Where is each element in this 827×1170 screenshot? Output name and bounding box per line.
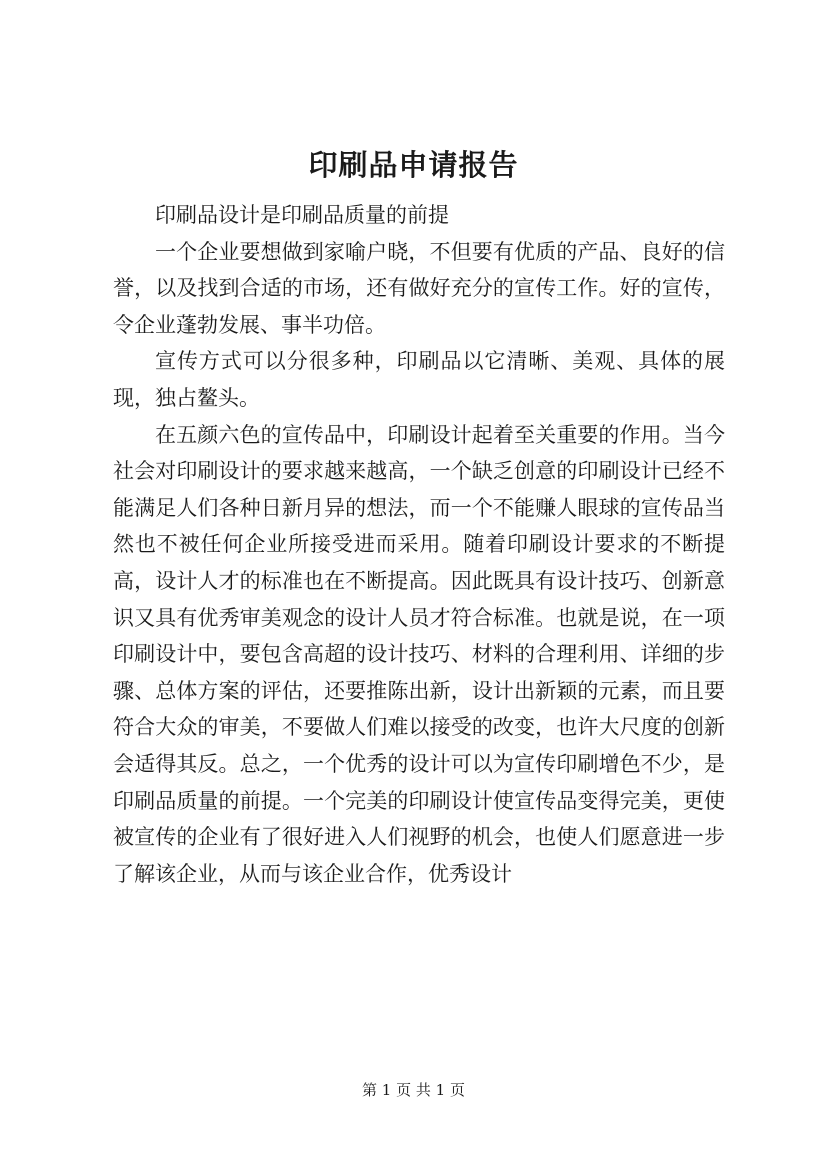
paragraph: 在五颜六色的宣传品中，印刷设计起着至关重要的作用。当今社会对印刷设计的要求越来越高，一个缺乏创意的印刷设计已经不能满足人们各种日新月异的想法，而一个不能赚人眼球的宣传品当然也不被任何企业所接受进而采用。随着印刷设计要求的不断提高，设计人才的标准也在不断提高。因此既具有设计技巧、创新意识又具有优秀审美观念的设计人员才符合标准。也就是说，在一项印刷设计中，要包含高超的设计技巧、材料的合理利用、详细的步骤、总体方案的评估，还要推陈出新，设计出新颖的元素，而且要符合大众的审美，不要做人们难以接受的改变，也许大尺度的创新会适得其反。总之，一个优秀的设计可以为宣传印刷增色不少，是印刷品质量的前提。一个完美的印刷设计使宣传品变得完美，更使被宣传的企业有了很好进入人们视野的机会，也使人们愿意进一步了解该企业，从而与该企业合作，优秀设计	[113, 422, 725, 886]
paragraph: 宣传方式可以分很多种，印刷品以它清晰、美观、具体的展现，独占鳌头。	[113, 349, 725, 410]
document-title: 印刷品申请报告	[308, 148, 519, 182]
paragraph: 一个企业要想做到家喻户晓，不但要有优质的产品、良好的信誉，以及找到合适的市场，还有做好充分的宣传工作。好的宣传，令企业蓬勃发展、事半功倍。	[113, 239, 725, 337]
paragraph-heading: 印刷品设计是印刷品质量的前提	[155, 203, 449, 227]
page-footer: 第 1 页 共 1 页	[362, 1081, 465, 1099]
document-body	[113, 197, 725, 892]
